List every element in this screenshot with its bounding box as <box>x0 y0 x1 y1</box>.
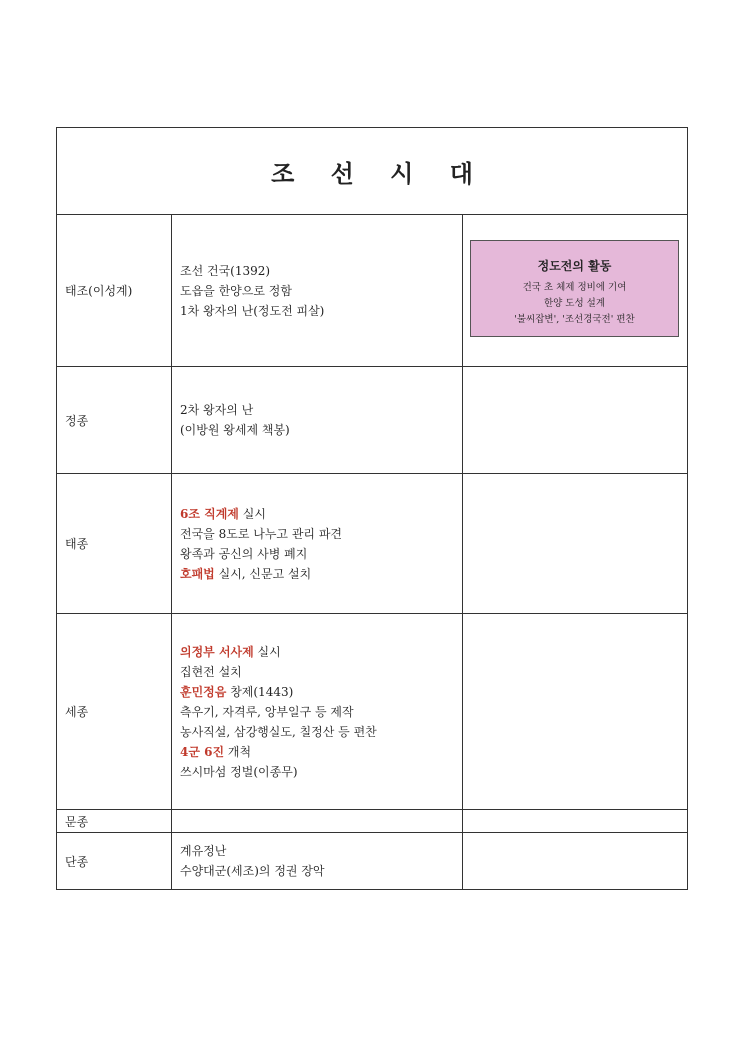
joseon-history-table <box>56 127 688 890</box>
event-line: 왕족과 공신의 사병 폐지 <box>180 546 308 561</box>
event-line <box>180 504 462 524</box>
king-name: 단종 <box>57 833 172 890</box>
king-name: 문종 <box>57 810 172 833</box>
event-line: 1차 왕자의 난(정도전 피살) <box>180 303 325 318</box>
note-line: '불씨잡변', '조선경국전' 편찬 <box>514 314 635 325</box>
note-cell <box>463 367 688 474</box>
table-row <box>57 367 688 474</box>
note-cell <box>463 614 688 810</box>
table-row <box>57 215 688 367</box>
event-text: 실시, 신문고 설치 <box>214 566 312 581</box>
note-line: 건국 초 체제 정비에 기여 <box>522 282 627 293</box>
event-line: 도읍을 한양으로 정함 <box>180 283 292 298</box>
page-title: 조 선 시 대 <box>271 158 487 188</box>
note-cell <box>463 474 688 614</box>
highlight-term: 호패법 <box>180 566 215 581</box>
table-row <box>57 810 688 833</box>
event-line <box>180 742 462 762</box>
jeong-dojeon-note-box <box>470 240 679 337</box>
event-text: 개척 <box>224 744 252 759</box>
note-cell <box>463 215 688 367</box>
highlight-term: 4군 6진 <box>180 744 225 759</box>
event-line: 2차 왕자의 난 <box>180 403 254 417</box>
events-cell <box>172 833 463 890</box>
table-row <box>57 833 688 890</box>
highlight-term: 의정부 서사제 <box>180 644 254 659</box>
note-line: 한양 도성 설계 <box>543 298 606 309</box>
note-cell <box>463 833 688 890</box>
king-name: 태조(이성계) <box>57 215 172 367</box>
highlight-term: 훈민정음 <box>180 684 227 699</box>
note-cell <box>463 810 688 833</box>
event-line: (이방원 왕세제 책봉) <box>180 423 290 437</box>
king-name: 태종 <box>57 474 172 614</box>
event-line: 조선 건국(1392) <box>180 263 271 278</box>
event-line: 수양대군(세조)의 정권 장악 <box>180 864 325 878</box>
events-cell <box>172 215 463 367</box>
event-line: 쓰시마섬 정벌(이종무) <box>180 764 298 779</box>
events-cell <box>172 614 463 810</box>
event-line: 계유정난 <box>180 844 227 858</box>
title-cell <box>57 128 688 215</box>
event-text: 실시 <box>238 506 266 521</box>
highlight-term: 6조 직계제 <box>180 506 239 521</box>
event-line <box>180 642 462 662</box>
event-line: 농사직설, 삼강행실도, 칠정산 등 편찬 <box>180 724 377 739</box>
event-text: 실시 <box>253 644 281 659</box>
event-line: 집현전 설치 <box>180 664 242 679</box>
event-line <box>180 682 462 702</box>
event-text: 창제(1443) <box>226 684 294 699</box>
note-title: 정도전의 활동 <box>537 259 612 273</box>
table-row <box>57 614 688 810</box>
events-cell <box>172 367 463 474</box>
king-name: 정종 <box>57 367 172 474</box>
event-line <box>180 564 462 584</box>
events-cell <box>172 810 463 833</box>
event-line: 측우기, 자격루, 앙부일구 등 제작 <box>180 704 354 719</box>
king-name: 세종 <box>57 614 172 810</box>
event-line: 전국을 8도로 나누고 관리 파견 <box>180 526 342 541</box>
events-cell <box>172 474 463 614</box>
table-row <box>57 474 688 614</box>
